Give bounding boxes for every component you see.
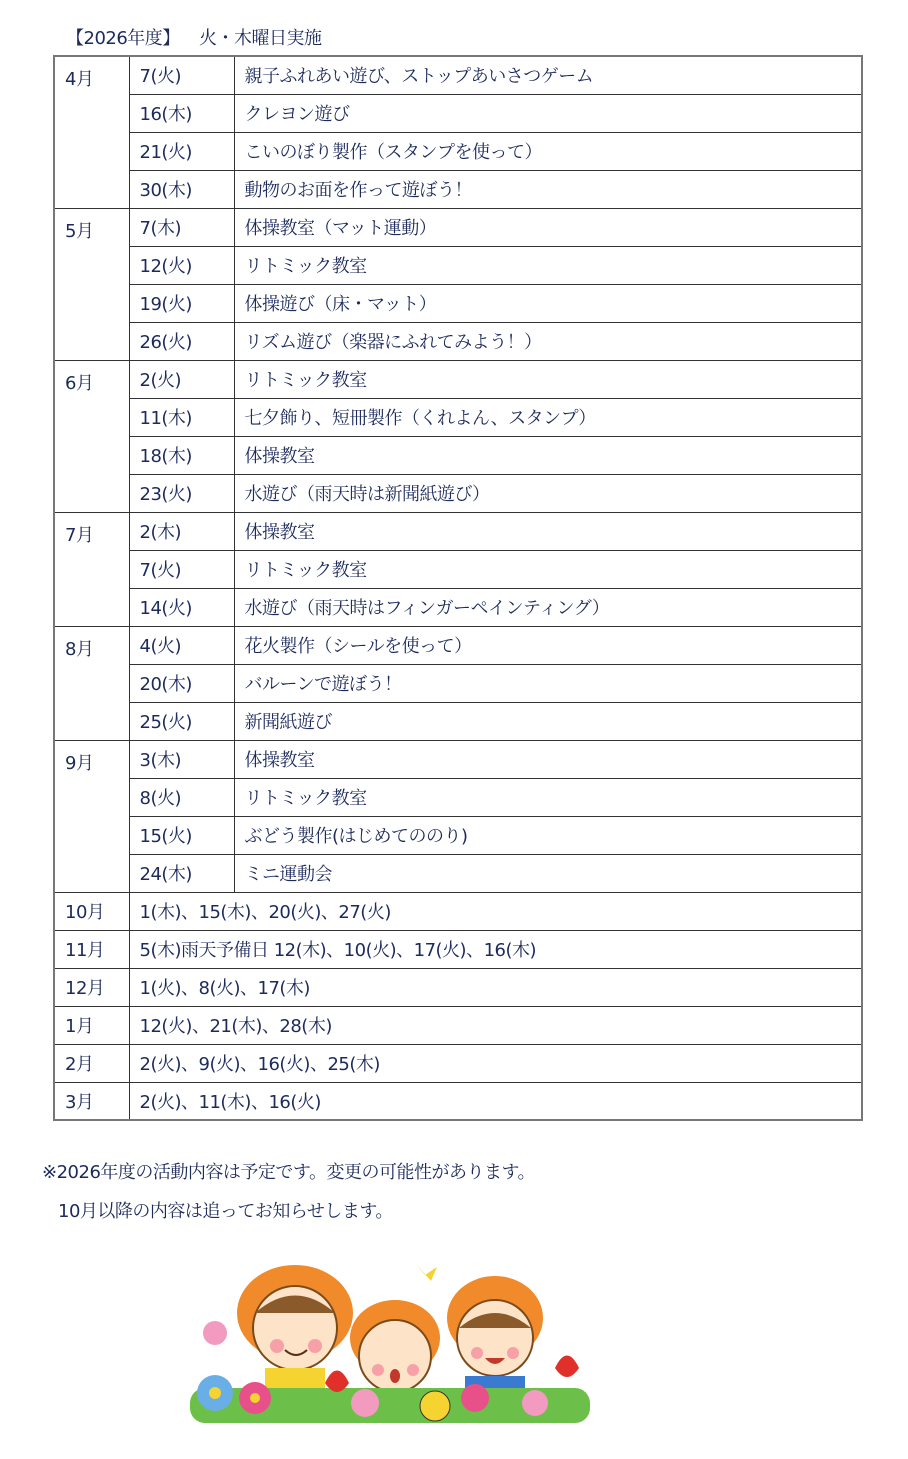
table-row (54, 1044, 862, 1082)
table-row (54, 930, 862, 968)
table-row (54, 512, 862, 550)
table-row (54, 1006, 862, 1044)
table-row (54, 664, 862, 702)
activity-cell: クレヨン遊び (234, 94, 862, 132)
month-cell: 3月 (54, 1082, 129, 1120)
date-cell: 24(木) (129, 854, 234, 892)
table-row (54, 94, 862, 132)
dates-cell: 2(火)、11(木)、16(火) (129, 1082, 862, 1120)
activity-cell: リズム遊び（楽器にふれてみよう！） (234, 322, 862, 360)
date-cell: 2(木) (129, 512, 234, 550)
table-row (54, 474, 862, 512)
date-cell: 8(火) (129, 778, 234, 816)
date-cell: 16(木) (129, 94, 234, 132)
table-row (54, 778, 862, 816)
month-cell: 6月 (54, 360, 129, 512)
activity-cell: 七夕飾り、短冊製作（くれよん、スタンプ） (234, 398, 862, 436)
table-row (54, 56, 862, 94)
note-planned: ※2026年度の活動内容は予定です。変更の可能性があります。 (42, 1162, 536, 1183)
activity-cell: 体操教室 (234, 512, 862, 550)
activity-cell: リトミック教室 (234, 360, 862, 398)
table-row (54, 436, 862, 474)
date-cell: 25(火) (129, 702, 234, 740)
table-row (54, 816, 862, 854)
table-row (54, 702, 862, 740)
table-row (54, 170, 862, 208)
schedule-note: 火・木曜日実施 (199, 28, 322, 49)
schedule-table (53, 55, 863, 1121)
table-row (54, 740, 862, 778)
date-cell: 12(火) (129, 246, 234, 284)
month-cell: 12月 (54, 968, 129, 1006)
date-cell: 30(木) (129, 170, 234, 208)
dates-cell: 1(木)、15(木)、20(火)、27(火) (129, 892, 862, 930)
activity-cell: 体操教室 (234, 436, 862, 474)
month-cell: 1月 (54, 1006, 129, 1044)
activity-cell: 水遊び（雨天時は新聞紙遊び） (234, 474, 862, 512)
year-label: 【2026年度】 (66, 28, 180, 49)
page-title (66, 24, 322, 50)
table-row (54, 892, 862, 930)
activity-cell: 親子ふれあい遊び、ストップあいさつゲーム (234, 56, 862, 94)
note-october: 10月以降の内容は追ってお知らせします。 (58, 1201, 393, 1222)
activity-cell: 体操遊び（床・マット） (234, 284, 862, 322)
dates-cell: 12(火)、21(木)、28(木) (129, 1006, 862, 1044)
date-cell: 20(木) (129, 664, 234, 702)
month-cell: 7月 (54, 512, 129, 626)
activity-cell: リトミック教室 (234, 550, 862, 588)
date-cell: 26(火) (129, 322, 234, 360)
month-cell: 5月 (54, 208, 129, 360)
dates-cell: 5(木)雨天予備日 12(木)、10(火)、17(火)、16(木) (129, 930, 862, 968)
activity-cell: 花火製作（シールを使って） (234, 626, 862, 664)
table-row (54, 284, 862, 322)
dates-cell: 1(火)、8(火)、17(木) (129, 968, 862, 1006)
activity-cell: 体操教室（マット運動） (234, 208, 862, 246)
table-row (54, 322, 862, 360)
children-flowers-illustration (185, 1258, 595, 1428)
activity-cell: ミニ運動会 (234, 854, 862, 892)
date-cell: 19(火) (129, 284, 234, 322)
child-right (447, 1276, 543, 1401)
table-row (54, 588, 862, 626)
activity-cell: こいのぼり製作（スタンプを使って） (234, 132, 862, 170)
month-cell: 8月 (54, 626, 129, 740)
activity-cell: バルーンで遊ぼう！ (234, 664, 862, 702)
date-cell: 23(火) (129, 474, 234, 512)
date-cell: 7(火) (129, 56, 234, 94)
month-cell: 10月 (54, 892, 129, 930)
dates-cell: 2(火)、9(火)、16(火)、25(木) (129, 1044, 862, 1082)
date-cell: 18(木) (129, 436, 234, 474)
date-cell: 7(木) (129, 208, 234, 246)
table-row (54, 626, 862, 664)
table-row (54, 132, 862, 170)
table-row (54, 854, 862, 892)
activity-cell: 新聞紙遊び (234, 702, 862, 740)
activity-cell: リトミック教室 (234, 778, 862, 816)
month-cell: 11月 (54, 930, 129, 968)
month-cell: 9月 (54, 740, 129, 892)
table-row (54, 246, 862, 284)
date-cell: 21(火) (129, 132, 234, 170)
child-middle (350, 1263, 440, 1392)
table-row (54, 550, 862, 588)
activity-cell: 体操教室 (234, 740, 862, 778)
date-cell: 11(木) (129, 398, 234, 436)
date-cell: 2(火) (129, 360, 234, 398)
table-row (54, 208, 862, 246)
month-cell: 4月 (54, 56, 129, 208)
activity-cell: リトミック教室 (234, 246, 862, 284)
table-row (54, 1082, 862, 1120)
date-cell: 4(火) (129, 626, 234, 664)
table-row (54, 360, 862, 398)
date-cell: 15(火) (129, 816, 234, 854)
activity-cell: ぶどう製作(はじめてののり) (234, 816, 862, 854)
date-cell: 3(木) (129, 740, 234, 778)
activity-cell: 水遊び（雨天時はフィンガーペインティング） (234, 588, 862, 626)
table-row (54, 968, 862, 1006)
date-cell: 7(火) (129, 550, 234, 588)
month-cell: 2月 (54, 1044, 129, 1082)
table-row (54, 398, 862, 436)
date-cell: 14(火) (129, 588, 234, 626)
activity-cell: 動物のお面を作って遊ぼう！ (234, 170, 862, 208)
